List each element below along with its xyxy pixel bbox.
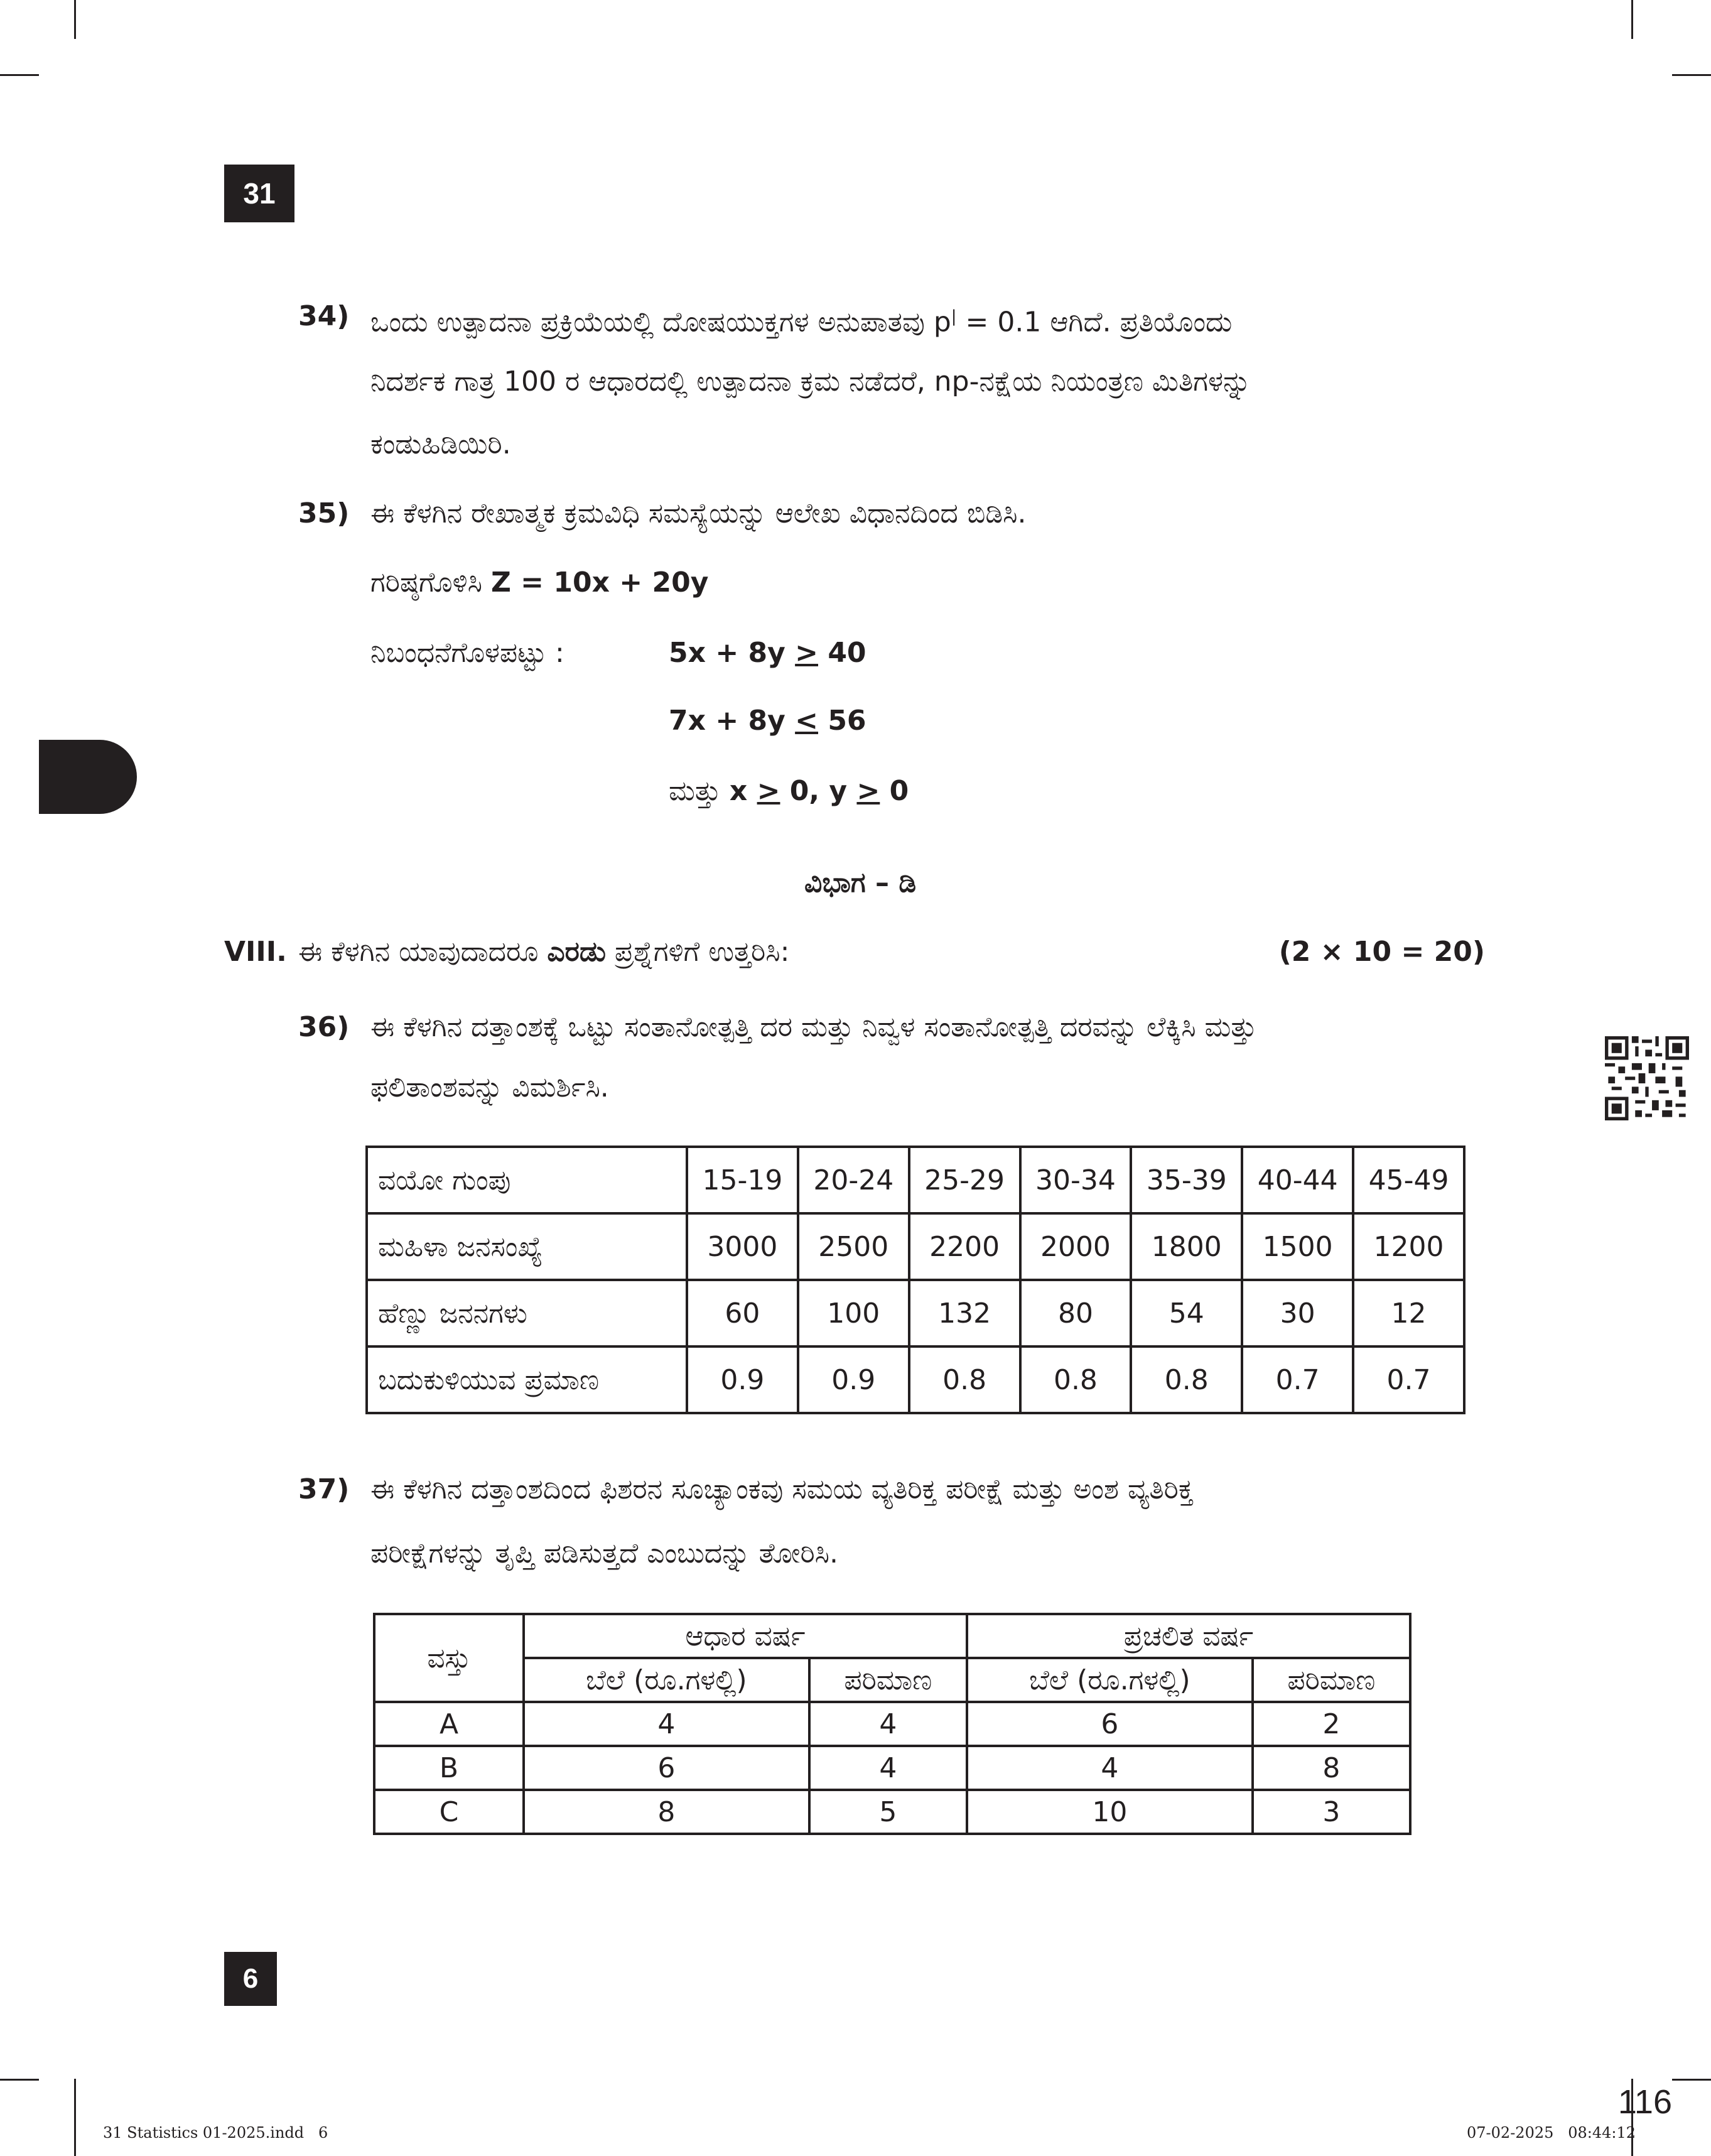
table-cell: 0.8	[909, 1346, 1020, 1413]
item-cell: A	[374, 1702, 524, 1746]
q35-c1-lhs: 5x + 8y	[669, 637, 796, 669]
item-cell: C	[374, 1790, 524, 1834]
table-cell: 4	[967, 1746, 1253, 1790]
q35-constraint-1	[669, 634, 866, 672]
q34-line1	[370, 298, 1232, 342]
table-cell: 30	[1242, 1280, 1353, 1346]
q37-line1: ಈ ಕೆಳಗಿನ ದತ್ತಾಂಶದಿಂದ ಫಿಶರನ ಸೂಚ್ಯಾಂಕವು ಸಮಯ ವ್ಯತಿರಿಕ್ತ ಪರೀಕ್ಷೆ ಮತ್ತು ಅಂಶ ವ್ಯತಿರಿಕ್ತ	[370, 1473, 1194, 1505]
q34-number: 34)	[298, 300, 350, 332]
crop-mark-bottom-right-h	[1672, 2079, 1711, 2081]
q36-line2: ಫಲಿತಾಂಶವನ್ನು ವಿಮರ್ಶಿಸಿ.	[370, 1071, 609, 1103]
q35-c3-a: x	[729, 775, 757, 807]
table-cell: 132	[909, 1280, 1020, 1346]
table-cell: 15-19	[687, 1147, 798, 1213]
q37-number: 37)	[298, 1473, 350, 1505]
q35-constraints-label: ನಿಬಂಧನೆಗೊಳಪಟ್ಟು :	[370, 637, 564, 669]
q35-line1: ಈ ಕೆಳಗಿನ ರೇಖಾತ್ಮಕ ಕ್ರಮವಿಧಿ ಸಮಸ್ಯೆಯನ್ನು ಆಲೇಖ ವಿಧಾನದಿಂದ ಬಿಡಿಸಿ.	[370, 497, 1027, 529]
table-cell: 3000	[687, 1213, 798, 1280]
crop-mark-bottom-left-v	[74, 2079, 76, 2156]
instruction-pre: ಈ ಕೆಳಗಿನ ಯಾವುದಾದರೂ	[298, 936, 548, 968]
row-label: ಹೆಣ್ಣು ಜನನಗಳು	[367, 1280, 687, 1346]
q35-objective: Z = 10x + 20y	[490, 566, 709, 599]
q35-c1-op: >	[795, 637, 818, 669]
table-cell: 0.7	[1242, 1346, 1353, 1413]
q35-maximize-label: ಗರಿಷ್ಠಗೊಳಿಸಿ	[370, 566, 491, 599]
base-price-header: ಬೆಲೆ (ರೂ.ಗಳಲ್ಲಿ)	[524, 1658, 809, 1702]
current-year-header: ಪ್ರಚಲಿತ ವರ್ಷ	[967, 1614, 1410, 1658]
q35-number: 35)	[298, 497, 350, 529]
q35-c2-rhs: 56	[818, 705, 866, 737]
current-quantity-header: ಪರಿಮಾಣ	[1253, 1658, 1410, 1702]
q35-c3-op2: >	[856, 775, 880, 807]
q35-c3-op1: >	[757, 775, 780, 807]
table-cell: 1200	[1353, 1213, 1464, 1280]
row-label: ಬದುಕುಳಿಯುವ ಪ್ರಮಾಣ	[367, 1346, 687, 1413]
index-table-row	[374, 1790, 1410, 1834]
q34-line1-text: ಒಂದು ಉತ್ಪಾದನಾ ಪ್ರಕ್ರಿಯೆಯಲ್ಲಿ ದೋಷಯುಕ್ತಗಳ ಅನುಪಾತವು p	[370, 306, 951, 339]
table-cell: 40-44	[1242, 1147, 1353, 1213]
row-label: ಮಹಿಳಾ ಜನಸಂಖ್ಯೆ	[367, 1213, 687, 1280]
fertility-table	[365, 1146, 1465, 1414]
table-cell: 60	[687, 1280, 798, 1346]
table-cell: 8	[524, 1790, 809, 1834]
table-cell: 80	[1020, 1280, 1131, 1346]
item-cell: B	[374, 1746, 524, 1790]
base-quantity-header: ಪರಿಮಾಣ	[809, 1658, 967, 1702]
row-label: ವಯೋ ಗುಂಪು	[367, 1147, 687, 1213]
q35-objective-line	[370, 564, 708, 602]
table-cell: 54	[1131, 1280, 1242, 1346]
table-cell: 0.9	[687, 1346, 798, 1413]
table-cell: 0.8	[1131, 1346, 1242, 1413]
q34-superscript: |	[951, 307, 957, 326]
table-cell: 1500	[1242, 1213, 1353, 1280]
q35-c2-op: <	[795, 705, 818, 737]
fertility-table-row	[367, 1213, 1464, 1280]
table-cell: 8	[1253, 1746, 1410, 1790]
table-cell: 0.8	[1020, 1346, 1131, 1413]
table-cell: 2500	[798, 1213, 909, 1280]
q35-constraint-3	[669, 772, 909, 810]
table-cell: 2	[1253, 1702, 1410, 1746]
index-number-table	[373, 1613, 1411, 1835]
chapter-number-badge: 31	[224, 165, 294, 222]
table-cell: 35-39	[1131, 1147, 1242, 1213]
crop-mark-bottom-left-h	[0, 2079, 39, 2081]
table-cell: 6	[524, 1746, 809, 1790]
fertility-table-row	[367, 1280, 1464, 1346]
table-cell: 30-34	[1020, 1147, 1131, 1213]
instruction-post: ಪ್ರಶ್ನೆಗಳಿಗೆ ಉತ್ತರಿಸಿ:	[605, 936, 790, 968]
q36-line1: ಈ ಕೆಳಗಿನ ದತ್ತಾಂಶಕ್ಕೆ ಒಟ್ಟು ಸಂತಾನೋತ್ಪತ್ತಿ ದರ ಮತ್ತು ನಿವ್ವಳ ಸಂತಾನೋತ್ಪತ್ತಿ ದರವನ್ನು ಲೆಕ್ಕಿಸಿ ಮತ್ತು	[370, 1011, 1257, 1043]
table-cell: 10	[967, 1790, 1253, 1834]
table-cell: 45-49	[1353, 1147, 1464, 1213]
q36-number: 36)	[298, 1011, 350, 1043]
table-cell: 2000	[1020, 1213, 1131, 1280]
q34-line3: ಕಂಡುಹಿಡಿಯಿರಿ.	[370, 428, 511, 460]
crop-mark-top-right-h	[1672, 74, 1711, 76]
table-cell: 12	[1353, 1280, 1464, 1346]
item-header: ವಸ್ತು	[374, 1614, 524, 1702]
current-price-header: ಬೆಲೆ (ರೂ.ಗಳಲ್ಲಿ)	[967, 1658, 1253, 1702]
base-year-header: ಆಧಾರ ವರ್ಷ	[524, 1614, 967, 1658]
q37-line2: ಪರೀಕ್ಷೆಗಳನ್ನು ತೃಪ್ತಿ ಪಡಿಸುತ್ತದೆ ಎಂಬುದನ್ನು ತೋರಿಸಿ.	[370, 1537, 839, 1569]
table-cell: 2200	[909, 1213, 1020, 1280]
footer-timestamp: 07-02-2025 08:44:12	[1467, 2124, 1636, 2142]
table-cell: 0.7	[1353, 1346, 1464, 1413]
fertility-table-row	[367, 1147, 1464, 1213]
sheet-number-badge: 6	[224, 1952, 277, 2006]
table-cell: 1800	[1131, 1213, 1242, 1280]
table-cell: 5	[809, 1790, 967, 1834]
q35-c2-lhs: 7x + 8y	[669, 705, 796, 737]
section-instruction	[298, 933, 789, 971]
q35-c1-rhs: 40	[818, 637, 866, 669]
instruction-bold: ಎರಡು	[547, 936, 606, 968]
table-cell: 100	[798, 1280, 909, 1346]
qr-code	[1605, 1036, 1689, 1120]
page-number: 116	[1617, 2083, 1672, 2121]
fertility-table-row	[367, 1346, 1464, 1413]
q34-line1-tail: = 0.1 ಆಗಿದೆ. ಪ್ರತಿಯೊಂದು	[956, 306, 1233, 339]
q35-c3-prefix: ಮತ್ತು	[669, 775, 730, 807]
index-table-row	[374, 1746, 1410, 1790]
q35-c3-c: 0	[880, 775, 909, 807]
table-cell: 6	[967, 1702, 1253, 1746]
side-tab-marker	[39, 740, 137, 814]
table-cell: 3	[1253, 1790, 1410, 1834]
crop-mark-top-left-v	[74, 0, 76, 39]
section-roman-number: VIII.	[224, 936, 287, 968]
table-cell: 4	[809, 1746, 967, 1790]
crop-mark-top-left-h	[0, 74, 39, 76]
q35-c3-b: 0, y	[780, 775, 857, 807]
index-table-row	[374, 1702, 1410, 1746]
section-title: ವಿಭಾಗ – ಡಿ	[804, 867, 917, 899]
table-cell: 20-24	[798, 1147, 909, 1213]
table-cell: 25-29	[909, 1147, 1020, 1213]
crop-mark-top-right-v	[1631, 0, 1633, 39]
q34-line2: ನಿದರ್ಶಕ ಗಾತ್ರ 100 ರ ಆಧಾರದಲ್ಲಿ ಉತ್ಪಾದನಾ ಕ್ರಮ ನಡೆದರೆ, np-ನಕ್ಷೆಯ ನಿಯಂತ್ರಣ ಮಿತಿಗಳನ್ನು	[370, 366, 1251, 398]
q35-constraint-2	[669, 702, 866, 740]
section-marks: (2 × 10 = 20)	[1278, 936, 1485, 968]
table-cell: 4	[524, 1702, 809, 1746]
footer-filename: 31 Statistics 01-2025.indd 6	[103, 2124, 328, 2142]
table-cell: 0.9	[798, 1346, 909, 1413]
table-cell: 4	[809, 1702, 967, 1746]
